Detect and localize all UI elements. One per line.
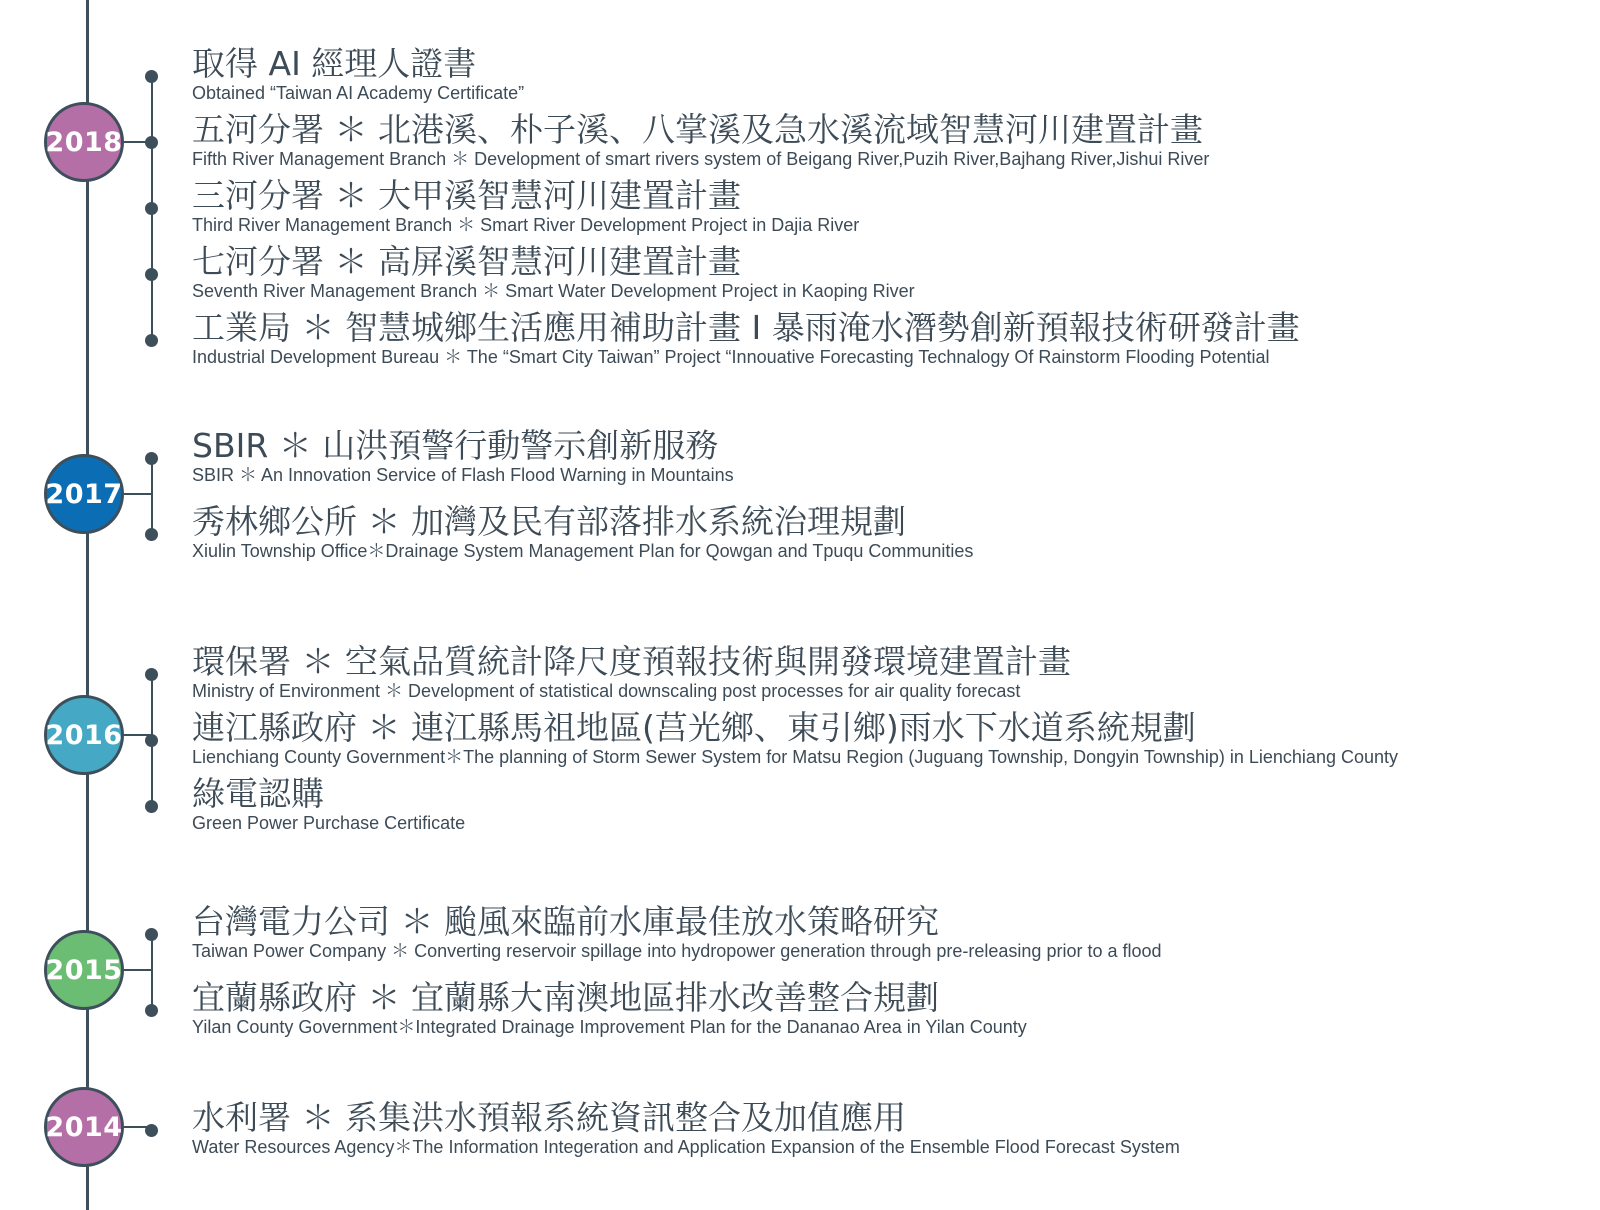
entry-subtitle: Taiwan Power Company ＊ Converting reservoir spillage into hydropower generation through pre-releasing prior to a flood <box>192 941 1162 961</box>
entry-dot <box>145 70 158 83</box>
entry-subtitle: Water Resources Agency＊The Information Integeration and Application Expansion of the Ensemble Flood Forecast System <box>192 1137 1180 1157</box>
year-badge <box>44 454 124 534</box>
entry-dot <box>145 668 158 681</box>
entry-title: 水利署 ＊ 系集洪水預報系統資訊整合及加值應用 <box>192 1098 906 1137</box>
entry-title: 三河分署 ＊ 大甲溪智慧河川建置計畫 <box>192 176 741 215</box>
year-bracket <box>151 934 153 1010</box>
entry-title: 工業局 ＊ 智慧城鄉生活應用補助計畫 I 暴雨淹水潛勢創新預報技術研發計畫 <box>192 308 1300 347</box>
entry-dot <box>145 1124 158 1137</box>
year-label: 2018 <box>45 126 123 158</box>
entry-subtitle: Third River Management Branch ＊ Smart River Development Project in Dajia River <box>192 215 860 235</box>
entry-dot <box>145 734 158 747</box>
entry-subtitle: Lienchiang County Government＊The planning of Storm Sewer System for Matsu Region (Juguang Township, Dongyin Township) in Lienchiang County <box>192 747 1398 767</box>
entry-dot <box>145 800 158 813</box>
entry-title: 五河分署 ＊ 北港溪、朴子溪、八掌溪及急水溪流域智慧河川建置計畫 <box>192 110 1203 149</box>
entry-subtitle: Seventh River Management Branch ＊ Smart Water Development Project in Kaoping River <box>192 281 915 301</box>
entry-subtitle: Xiulin Township Office＊Drainage System Management Plan for Qowgan and Tpuqu Communities <box>192 541 974 561</box>
year-label: 2017 <box>45 478 123 510</box>
entry-title: 連江縣政府 ＊ 連江縣馬祖地區(莒光鄉、東引鄉)雨水下水道系統規劃 <box>192 708 1196 747</box>
entry-subtitle: Obtained “Taiwan AI Academy Certificate” <box>192 83 525 103</box>
entry-dot <box>145 136 158 149</box>
year-label: 2014 <box>45 1111 123 1143</box>
entry-subtitle: Green Power Purchase Certificate <box>192 813 466 833</box>
entry-title: 七河分署 ＊ 高屏溪智慧河川建置計畫 <box>192 242 741 281</box>
entry-dot <box>145 334 158 347</box>
entry-title: SBIR ＊ 山洪預警行動警示創新服務 <box>192 426 719 465</box>
year-badge <box>44 1087 124 1167</box>
entry-dot <box>145 202 158 215</box>
entry-dot <box>145 268 158 281</box>
year-bracket <box>151 458 153 534</box>
entry-dot <box>145 928 158 941</box>
entry-subtitle: Yilan County Government＊Integrated Drainage Improvement Plan for the Dananao Area in Yilan County <box>192 1017 1027 1037</box>
year-badge <box>44 102 124 182</box>
entry-title: 台灣電力公司 ＊ 颱風來臨前水庫最佳放水策略研究 <box>192 902 939 941</box>
entry-title: 取得 AI 經理人證書 <box>192 44 477 83</box>
year-label: 2015 <box>45 954 123 986</box>
year-connector <box>124 969 152 971</box>
entry-subtitle: Fifth River Management Branch ＊ Development of smart rivers system of Beigang River,Puzih River,Bajhang River,Jishui River <box>192 149 1210 169</box>
entry-title: 綠電認購 <box>192 774 324 813</box>
entry-subtitle: Ministry of Environment ＊ Development of statistical downscaling post processes for air quality forecast <box>192 681 1021 701</box>
year-badge <box>44 930 124 1010</box>
year-connector <box>124 493 152 495</box>
entry-title: 環保署 ＊ 空氣品質統計降尺度預報技術與開發環境建置計畫 <box>192 642 1071 681</box>
entry-subtitle: Industrial Development Bureau ＊ The “Smart City Taiwan” Project “Innouative Forecasting Technalogy Of Rainstorm Flooding Potential <box>192 347 1270 367</box>
year-label: 2016 <box>45 719 123 751</box>
year-badge <box>44 695 124 775</box>
entry-dot <box>145 452 158 465</box>
entry-title: 秀林鄉公所 ＊ 加灣及民有部落排水系統治理規劃 <box>192 502 906 541</box>
entry-title: 宜蘭縣政府 ＊ 宜蘭縣大南澳地區排水改善整合規劃 <box>192 978 939 1017</box>
entry-subtitle: SBIR ＊ An Innovation Service of Flash Flood Warning in Mountains <box>192 465 734 485</box>
entry-dot <box>145 1004 158 1017</box>
entry-dot <box>145 528 158 541</box>
